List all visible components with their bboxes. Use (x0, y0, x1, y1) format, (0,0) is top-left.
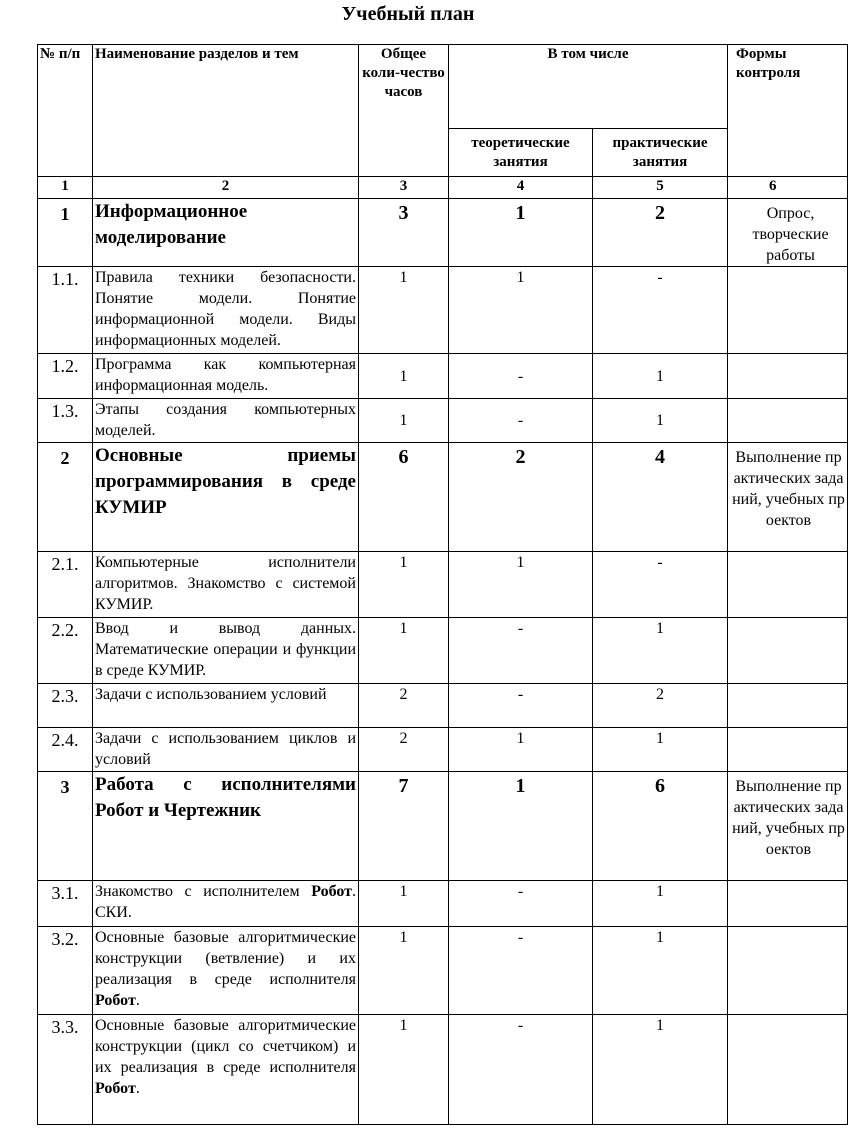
header-index: 6 (728, 177, 848, 199)
topic-name: Основные базовые алгоритмические конструкции (ветвление) и их реализация в среде исполнителя Робот. (93, 927, 359, 1015)
section-row (38, 443, 848, 552)
row-theory: 1 (449, 267, 593, 354)
row-num: 2.2. (38, 618, 93, 684)
row-num: 3.1. (38, 881, 93, 927)
row-total: 6 (359, 443, 449, 552)
row-practice: 2 (593, 199, 728, 267)
section-name: Работа с исполнителями Робот и Чертежник (93, 772, 359, 881)
row-theory: - (449, 354, 593, 399)
header-theory: теоретические занятия (449, 129, 593, 177)
section-row (38, 199, 848, 267)
row-total: 7 (359, 772, 449, 881)
topic-row (38, 354, 848, 399)
topic-name: Программа как компьютерная информационная модель. (93, 354, 359, 399)
header-practice: практические занятия (593, 129, 728, 177)
header-index-row (38, 177, 848, 199)
page-title: Учебный план (341, 3, 475, 25)
row-control (728, 267, 848, 354)
row-practice: 1 (593, 618, 728, 684)
header-num: № п/п (38, 45, 93, 177)
section-name: Основные приемы программирования в среде КУМИР (93, 443, 359, 552)
row-num: 1 (38, 199, 93, 267)
section-name: Информационное моделирование (93, 199, 359, 267)
row-total: 1 (359, 552, 449, 618)
row-practice: 1 (593, 354, 728, 399)
row-theory: 1 (449, 552, 593, 618)
row-num: 3.2. (38, 927, 93, 1015)
topic-row (38, 881, 848, 927)
header-control: Формы контроля (728, 45, 848, 177)
row-practice: 6 (593, 772, 728, 881)
row-control (728, 354, 848, 399)
topic-row (38, 399, 848, 443)
topic-row (38, 1015, 848, 1125)
row-theory: - (449, 1015, 593, 1125)
row-practice: 1 (593, 927, 728, 1015)
row-total: 1 (359, 354, 449, 399)
row-theory: - (449, 618, 593, 684)
row-practice: 1 (593, 1015, 728, 1125)
row-num: 1.3. (38, 399, 93, 443)
row-practice: 1 (593, 881, 728, 927)
row-control (728, 1015, 848, 1125)
header-index: 4 (449, 177, 593, 199)
row-practice: - (593, 552, 728, 618)
topic-row (38, 684, 848, 728)
row-control (728, 399, 848, 443)
row-theory: 2 (449, 443, 593, 552)
topic-row (38, 267, 848, 354)
row-theory: 1 (449, 772, 593, 881)
header-total: Общее коли-чество часов (359, 45, 449, 177)
row-practice: 1 (593, 399, 728, 443)
row-total: 1 (359, 267, 449, 354)
row-practice: - (593, 267, 728, 354)
section-row (38, 772, 848, 881)
row-num: 3.3. (38, 1015, 93, 1125)
row-practice: 2 (593, 684, 728, 728)
row-control: Выполнение практических заданий, учебных проектов (728, 772, 848, 881)
row-control (728, 728, 848, 772)
topic-name: Этапы создания компьютерных моделей. (93, 399, 359, 443)
row-control (728, 552, 848, 618)
curriculum-table (37, 44, 848, 1125)
topic-name: Задачи с использованием условий (93, 684, 359, 728)
row-total: 2 (359, 684, 449, 728)
row-num: 2.3. (38, 684, 93, 728)
topic-row (38, 552, 848, 618)
row-control: Опрос, творческие работы (728, 199, 848, 267)
row-control: Выполнение практических заданий, учебных проектов (728, 443, 848, 552)
topic-row (38, 728, 848, 772)
row-num: 2.1. (38, 552, 93, 618)
row-theory: - (449, 684, 593, 728)
row-total: 1 (359, 881, 449, 927)
row-theory: 1 (449, 728, 593, 772)
row-total: 2 (359, 728, 449, 772)
header-including: В том числе (449, 45, 728, 129)
row-num: 3 (38, 772, 93, 881)
header-name: Наименование разделов и тем (93, 45, 359, 177)
row-theory: 1 (449, 199, 593, 267)
topic-name: Основные базовые алгоритмические конструкции (цикл со счетчиком) и их реализация в среде исполнителя Робот. (93, 1015, 359, 1125)
row-total: 1 (359, 618, 449, 684)
topic-row (38, 927, 848, 1015)
row-total: 3 (359, 199, 449, 267)
row-total: 1 (359, 927, 449, 1015)
row-num: 2 (38, 443, 93, 552)
header-index: 2 (93, 177, 359, 199)
header-index: 3 (359, 177, 449, 199)
topic-name: Задачи с использованием циклов и условий (93, 728, 359, 772)
header-index: 1 (38, 177, 93, 199)
row-theory: - (449, 881, 593, 927)
header-index: 5 (593, 177, 728, 199)
row-num: 2.4. (38, 728, 93, 772)
row-control (728, 684, 848, 728)
topic-name: Правила техники безопасности. Понятие модели. Понятие информационной модели. Виды информационных моделей. (93, 267, 359, 354)
row-theory: - (449, 927, 593, 1015)
topic-name: Ввод и вывод данных. Математические операции и функции в среде КУМИР. (93, 618, 359, 684)
row-practice: 1 (593, 728, 728, 772)
row-practice: 4 (593, 443, 728, 552)
row-total: 1 (359, 1015, 449, 1125)
row-num: 1.2. (38, 354, 93, 399)
row-control (728, 618, 848, 684)
topic-name: Компьютерные исполнители алгоритмов. Знакомство с системой КУМИР. (93, 552, 359, 618)
topic-name: Знакомство с исполнителем Робот. СКИ. (93, 881, 359, 927)
topic-row (38, 618, 848, 684)
row-total: 1 (359, 399, 449, 443)
row-theory: - (449, 399, 593, 443)
row-num: 1.1. (38, 267, 93, 354)
row-control (728, 927, 848, 1015)
row-control (728, 881, 848, 927)
curriculum-table-wrapper (37, 44, 845, 1134)
